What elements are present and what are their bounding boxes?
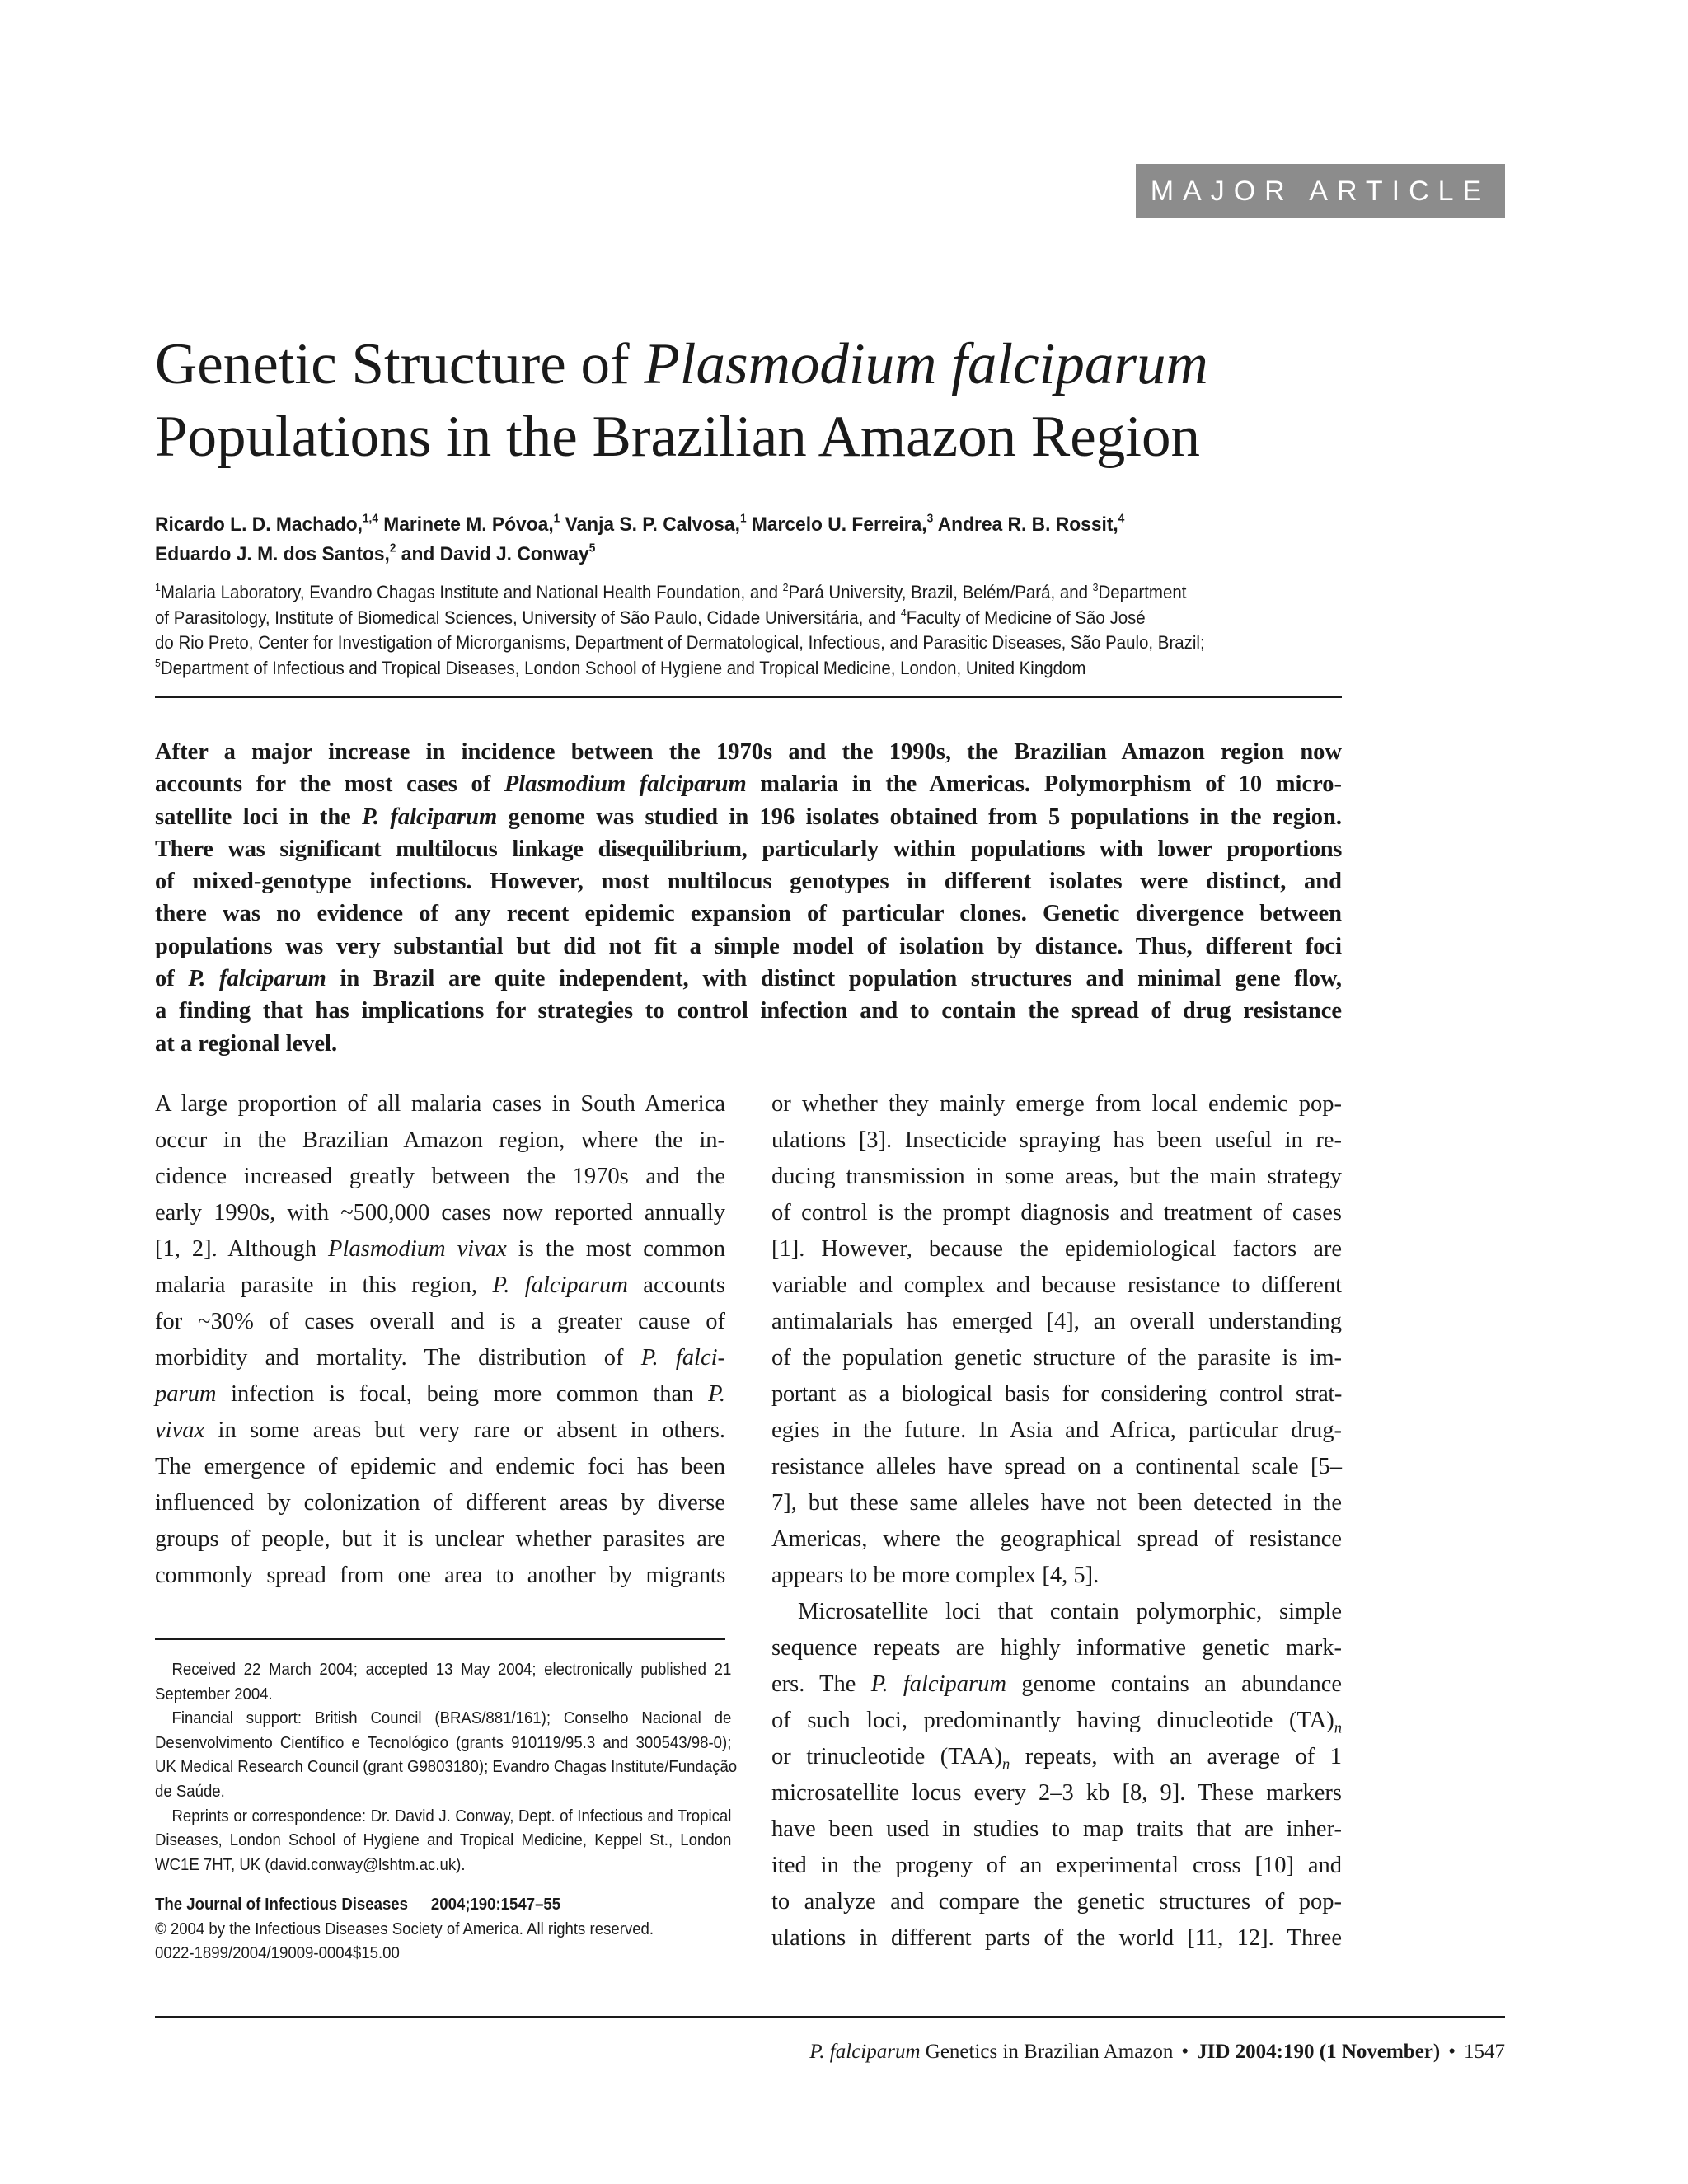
body-column-right: or whether they mainly emerge from local endemic pop- ulations [3]. Insecticide spraying has been useful in re- ducing transmission in some areas, but the main strategy of control is the prompt diagnosis and treatment of cases [1]. However, because the epidemiological factors are variable and complex and because resistance to different antimalarials has emerged [4], an overall understanding of the population genetic structure of the parasite is im- portant as a biological basis for considering control strat- egies in the future. In Asia and Africa, particular drug- resistance alleles have spread on a continental scale [5– 7], but these same alleles have not been detected in the Americas, where the geographical spread of resistance appears to be more complex [4, 5]. Microsatellite loci that contain polymorphic, simple sequence repeats are highly informative genetic mark- ers. The P. falciparum genome contains an abundance of such loci, predominantly having dinucleotide $(TA)_n$ or trinucleotide $(TAA)_n$ repeats, with an average of 1 microsatellite locus every 2–3 kb [8, 9]. These markers have been used in studies to map traits that are inher- ited in the progeny of an experimental cross [10] and to analyze and compare the genetic structures of pop- ulations in different parts of the world [11, 12]. Three (771, 1091, 1342, 1951)
header-divider (155, 696, 1342, 698)
abstract: After a major increase in incidence between the 1970s and the 1990s, the Brazilian Amazon region now accounts for the most cases of Plasmodium falciparum malaria in the Americas. Polymorphism of 10 micro- satellite loci in the P. falciparum genome was studied in 196 isolates obtained from 5 populations in the region. There was significant multilocus linkage disequilibrium, particularly within populations with lower proportions of mixed-genotype infections. However, most multilocus genotypes in different isolates were distinct, and there was no evidence of any recent epidemic expansion of particular clones. Genetic divergence between populations was very substantial but did not fit a simple model of isolation by distance. Thus, different foci of P. falciparum in Brazil are quite independent, with distinct population structures and minimal gene flow, a finding that has implications for strategies to control infection and to contain the spread of drug resistance at a regional level. (155, 739, 1342, 1057)
footnotes: Received 22 March 2004; accepted 13 May 2004; electronically published 21 September 2004. Financial support: British Council (BRAS/881/161); Conselho Nacional de Desenvolvimento Científico e Tecnológico (grants 910119/95.3 and 300543/98-0); UK Medical Research Council (grant G9803180); Evandro Chagas Institute/Fundação de Saúde. Reprints or correspondence: Dr. David J. Conway, Dept. of Infectious and Tropical Diseases, London School of Hygiene and Tropical Medicine, Keppel St., London WC1E 7HT, UK (david.conway@lshtm.ac.uk). (155, 1661, 738, 1874)
affiliations: $^1$Malaria Laboratory, Evandro Chagas Institute and National Health Foundation, and $^2$Pará University, Brazil, Belém/Pará, and $^3$Department of Parasitology, Institute of Biomedical Sciences, University of São Paulo, Cidade Universitária, and $^4$Faculty of Medicine of São José do Rio Preto, Center for Investigation of Microrganisms, Department of Dermatological, Infectious, and Parasitic Diseases, São Paulo, Brazil; $^5$Department of Infectious and Tropical Diseases, London School of Hygiene and Tropical Medicine, London, United Kingdom (155, 580, 1205, 678)
body-column-left: A large proportion of all malaria cases in South America occur in the Brazilian Amazon region, where the in- cidence increased greatly between the 1970s and the early 1990s, with ~500,000 cases now reported annually [1, 2]. Although Plasmodium vivax is the most common malaria parasite in this region, P. falciparum accounts for ~30% of cases overall and is a greater cause of morbidity and mortality. The distribution of P. falci- parum infection is focal, being more common than P. vivax in some areas but very rare or absent in others. The emergence of epidemic and endemic foci has been influenced by colonization of different areas by diverse groups of people, but it is unclear whether parasites are commonly spread from one area to another by migrants (155, 1091, 725, 1588)
journal-info: The Journal of Infectious Diseases 2004;190:1547–55 © 2004 by the Infectious Diseases Society of America. All rights reserved. 0022-1899/2004/19009-0004$15.00 (155, 1896, 654, 1963)
page-footer: P. falciparum Genetics in Brazilian Amazon • JID 2004:190 (1 November) • 1547 (809, 2041, 1505, 2063)
page-number: 1547 (1464, 2041, 1505, 2063)
article-title: Genetic Structure of Plasmodium falciparum Populations in the Brazilian Amazon Region (155, 332, 1208, 469)
author-list: Ricardo L. D. Machado,$^{1,4}$ Marinete M. Póvoa,$^1$ Vanja S. P. Calvosa,$^1$ Marcelo U. Ferreira,$^3$ Andrea R. B. Rossit,$^4$ Eduardo J. M. dos Santos,$^2$ and David J. Conway$^5$ (155, 512, 1125, 565)
section-label: MAJOR ARTICLE (1136, 164, 1505, 218)
footnote-divider (155, 1638, 725, 1640)
footer-divider (155, 2016, 1505, 2018)
